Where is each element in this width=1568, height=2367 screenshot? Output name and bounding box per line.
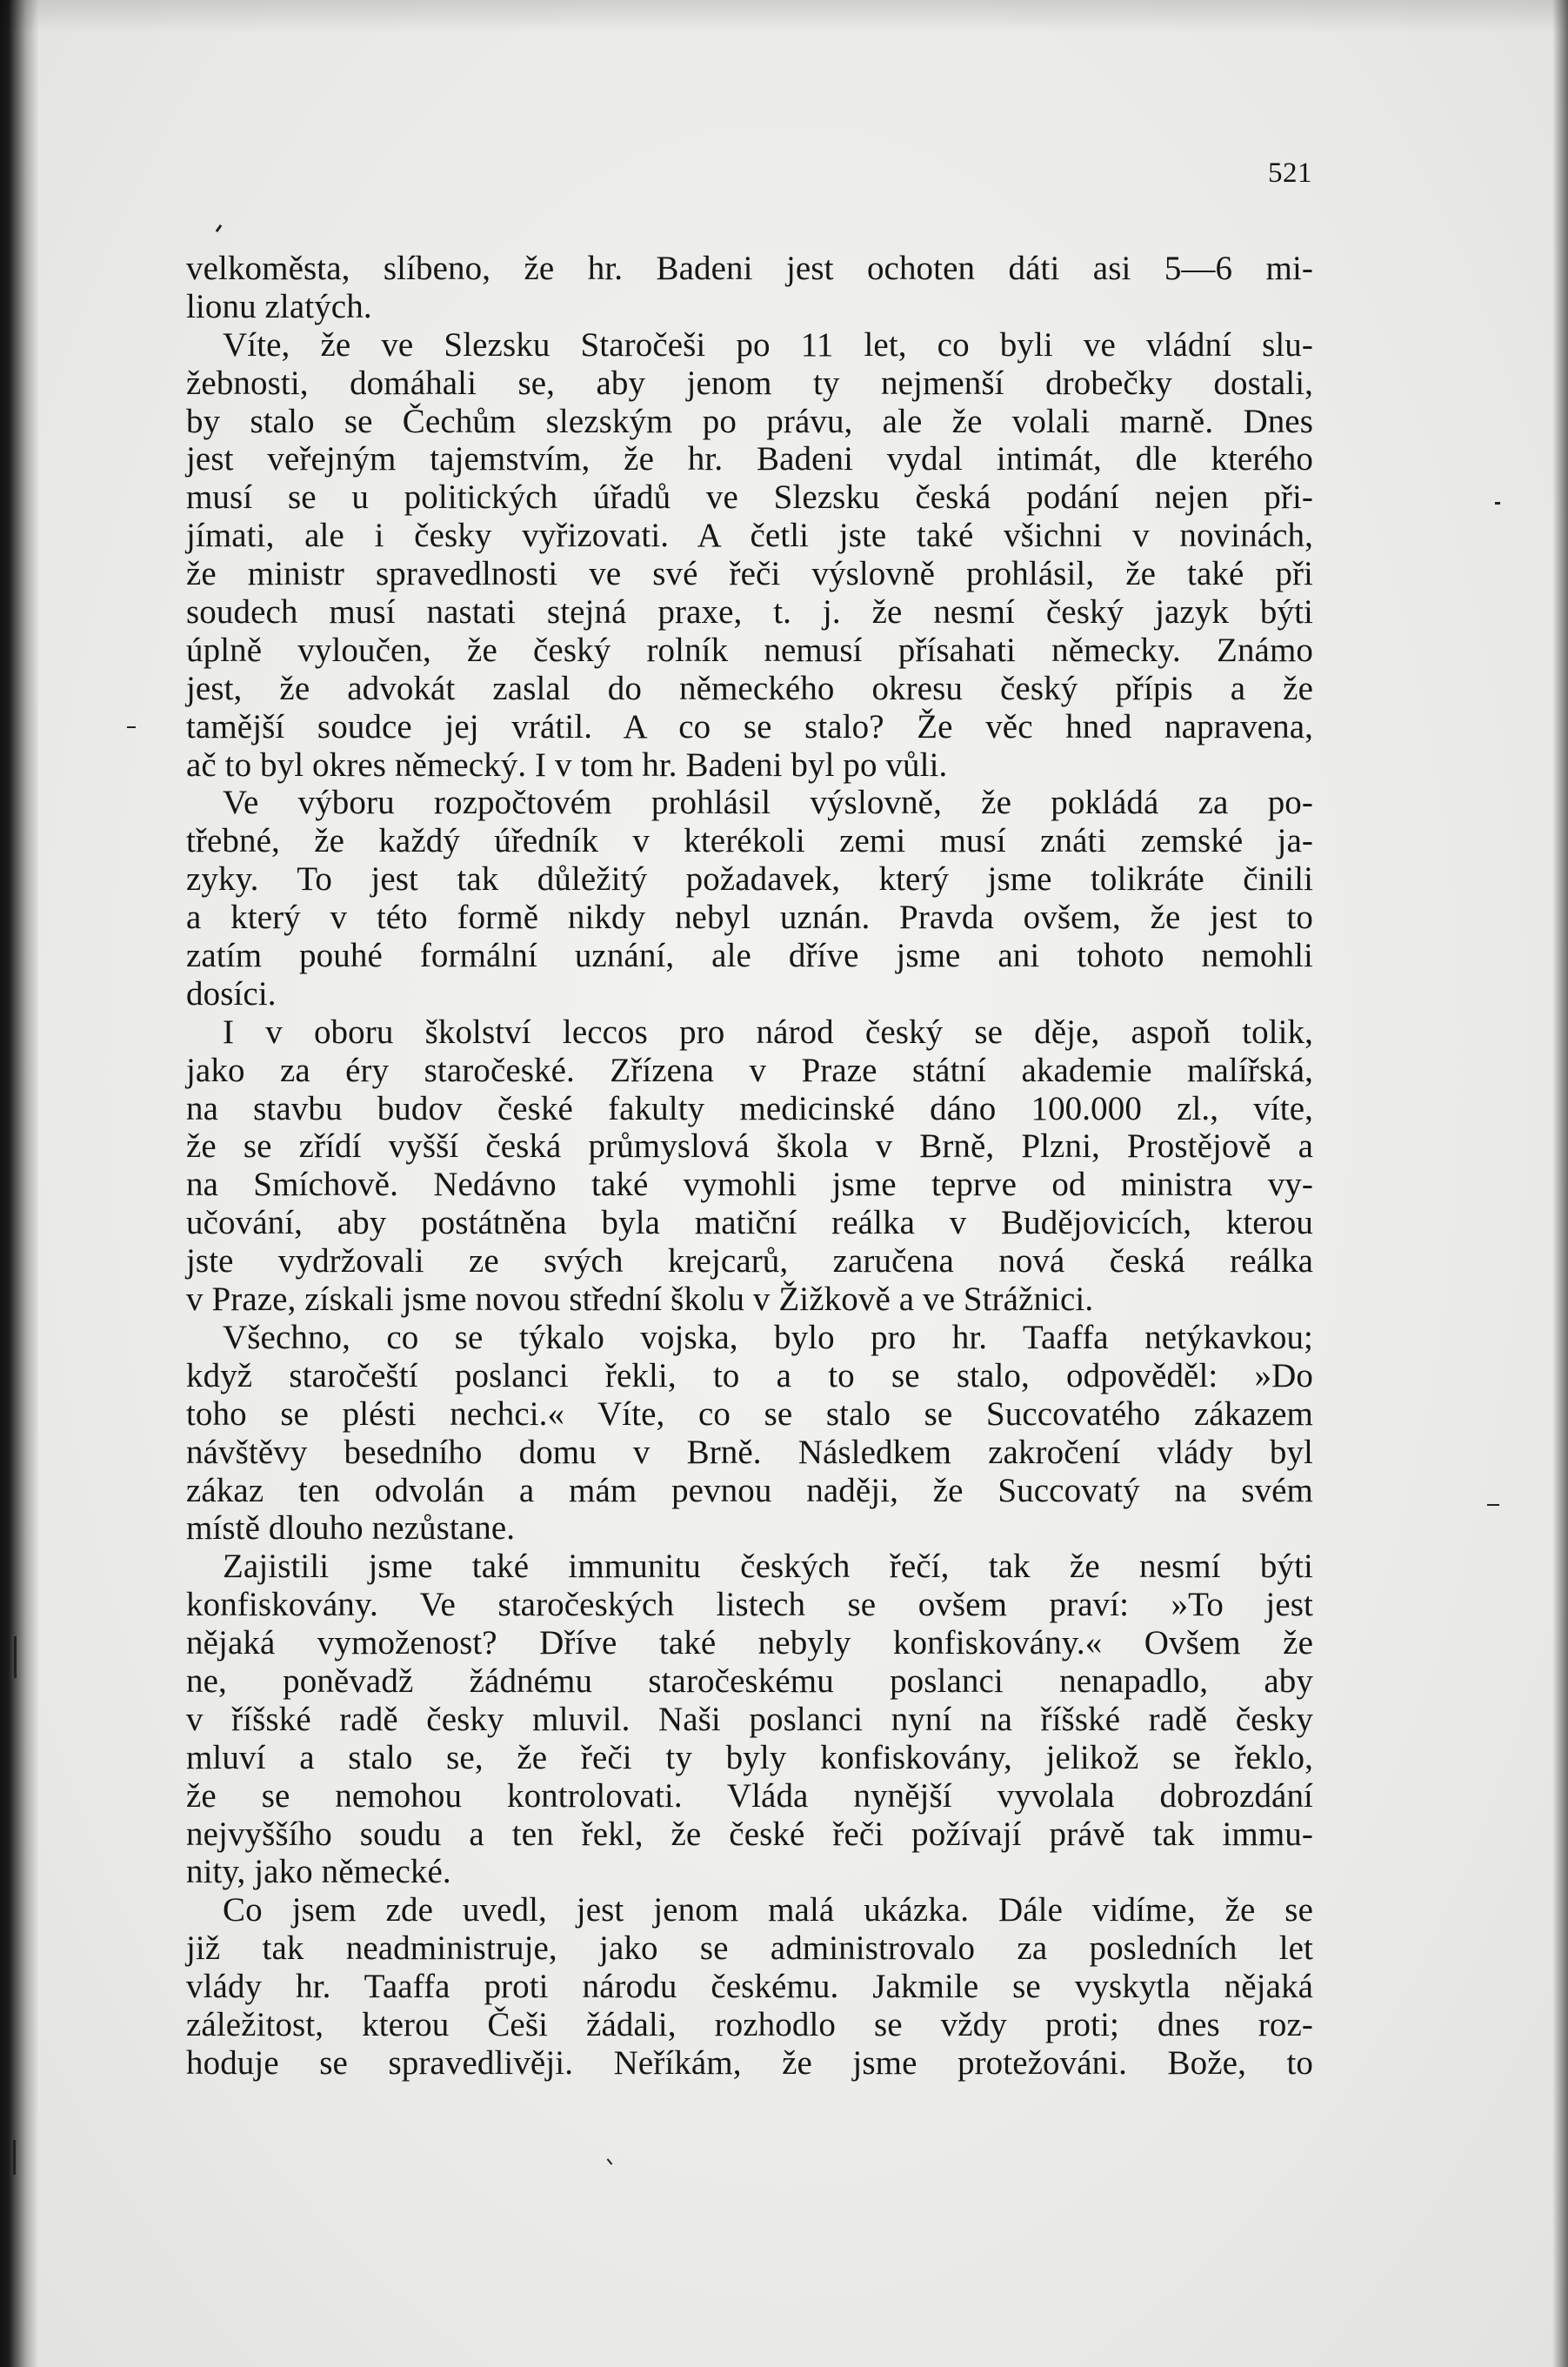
text-line: nity, jako německé.	[186, 1853, 451, 1891]
top-edge-shadow	[0, 0, 1568, 33]
text-line: zatím pouhé formální uznání, ale dříve jsme ani tohoto nemohli	[186, 937, 1313, 975]
text-line: v říšské radě česky mluvil. Naši poslanci nyní na říšské radě česky	[186, 1700, 1313, 1738]
scan-speck	[1495, 502, 1500, 505]
text-line: Ve výboru rozpočtovém prohlásil výslovně, že pokládá za po-	[223, 784, 1313, 822]
text-line: učování, aby postátněna byla matiční reálka v Budějovicích, kterou	[186, 1204, 1313, 1242]
text-line: v Praze, získali jsme novou střední školu v Žižkově a ve Strážnici.	[186, 1280, 1094, 1319]
text-line: když staročeští poslanci řekli, to a to se stalo, odpověděl: »Do	[186, 1356, 1313, 1394]
text-line: žebnosti, domáhali se, aby jenom ty nejmenší drobečky dostali,	[186, 364, 1313, 402]
text-line: jako za éry staročeské. Zřízena v Praze státní akademie malířská,	[186, 1051, 1313, 1089]
text-line: jste vydržovali ze svých krejcarů, zaručena nová česká reálka	[186, 1242, 1313, 1280]
text-line: ač to byl okres německý. I v tom hr. Badeni byl po vůli.	[186, 746, 948, 784]
scan-speck	[607, 2158, 613, 2164]
scan-speck	[14, 1636, 17, 1678]
text-line: Co jsem zde uvedl, jest jenom malá ukázka. Dále vidíme, že se	[223, 1891, 1313, 1929]
text-line: nejvyššího soudu a ten řekl, že české řeči požívají právě tak immu-	[186, 1815, 1313, 1853]
text-line: I v oboru školství leccos pro národ český se děje, aspoň tolik,	[223, 1013, 1313, 1051]
text-line: soudech musí nastati stejná praxe, t. j. že nesmí český jazyk býti	[186, 593, 1313, 632]
scan-speck	[13, 2140, 16, 2175]
text-line: místě dlouho nezůstane.	[186, 1509, 516, 1548]
text-line: že ministr spravedlnosti ve své řeči výslovně prohlásil, že také při	[186, 555, 1313, 593]
page-number: 521	[1268, 157, 1312, 189]
text-line: že se zřídí vyšší česká průmyslová škola v Brně, Plzni, Prostějově a	[186, 1127, 1313, 1166]
text-line: na stavbu budov české fakulty medicinské dáno 100.000 zl., víte,	[186, 1089, 1313, 1127]
text-line: jest, že advokát zaslal do německého okresu český přípis a že	[186, 669, 1313, 707]
scan-speck	[216, 224, 223, 232]
text-line: Všechno, co se týkalo vojska, bylo pro hr. Taaffa netýkavkou;	[223, 1318, 1313, 1356]
text-line: toho se plésti nechci.« Víte, co se stalo se Succovatého zákazem	[186, 1394, 1313, 1433]
text-line: Zajistili jsme také immunitu českých řečí, tak že nesmí býti	[223, 1548, 1313, 1586]
text-line: velkoměsta, slíbeno, že hr. Badeni jest ochoten dáti asi 5—6 mi-	[186, 250, 1313, 287]
text-line: tamější soudce jej vrátil. A co se stalo? Že věc hned napravena,	[186, 707, 1313, 746]
text-line: již tak neadministruje, jako se administrovalo za posledních let	[186, 1929, 1313, 1968]
text-line: jímati, ale i česky vyřizovati. A četli jste také všichni v novinách,	[186, 517, 1313, 555]
text-line: úplně vyloučen, že český rolník nemusí přísahati německy. Známo	[186, 631, 1313, 669]
text-line: jest veřejným tajemstvím, že hr. Badeni vydal intimát, dle kterého	[186, 440, 1313, 478]
text-line: vlády hr. Taaffa proti národu českému. Jakmile se vyskytla nějaká	[186, 1968, 1313, 2006]
text-line: hoduje se spravedlivěji. Neříkám, že jsme protežováni. Bože, to	[186, 2043, 1313, 2082]
text-line: by stalo se Čechům slezským po právu, ale že volali marně. Dnes	[186, 402, 1313, 440]
scan-speck	[1487, 1504, 1499, 1506]
text-line: mluví a stalo se, že řeči ty byly konfiskovány, jelikož se řeklo,	[186, 1738, 1313, 1776]
body-text	[186, 250, 1313, 2083]
text-line: musí se u politických úřadů ve Slezsku česká podání nejen při-	[186, 478, 1313, 517]
scan-speck	[127, 726, 136, 728]
text-line: návštěvy besedního domu v Brně. Následkem zakročení vlády byl	[186, 1433, 1313, 1471]
text-line: na Smíchově. Nedávno také vymohli jsme teprve od ministra vy-	[186, 1166, 1313, 1204]
text-line: nějaká vymoženost? Dříve také nebyly konfiskovány.« Ovšem že	[186, 1624, 1313, 1662]
text-line: zyky. To jest tak důležitý požadavek, který jsme tolikráte činili	[186, 860, 1313, 899]
right-page-edge	[1552, 0, 1568, 2367]
text-line: Víte, že ve Slezsku Staročeši po 11 let, co byli ve vládní slu-	[223, 325, 1313, 364]
text-line: záležitost, kterou Češi žádali, rozhodlo se vždy proti; dnes roz-	[186, 2005, 1313, 2043]
book-binding-shadow	[0, 0, 38, 2367]
text-line: konfiskovány. Ve staročeských listech se ovšem praví: »To jest	[186, 1586, 1313, 1624]
text-line: že se nemohou kontrolovati. Vláda nynější vyvolala dobrozdání	[186, 1776, 1313, 1815]
text-line: třebné, že každý úředník v kterékoli zemi musí znáti zemské ja-	[186, 822, 1313, 860]
text-line: dosíci.	[186, 974, 277, 1013]
text-line: lionu zlatých.	[186, 287, 372, 325]
text-line: ne, poněvadž žádnému staročeskému poslanci nenapadlo, aby	[186, 1662, 1313, 1700]
text-line: zákaz ten odvolán a mám pevnou naději, že Succovatý na svém	[186, 1471, 1313, 1509]
text-line: a který v této formě nikdy nebyl uznán. Pravda ovšem, že jest to	[186, 899, 1313, 937]
